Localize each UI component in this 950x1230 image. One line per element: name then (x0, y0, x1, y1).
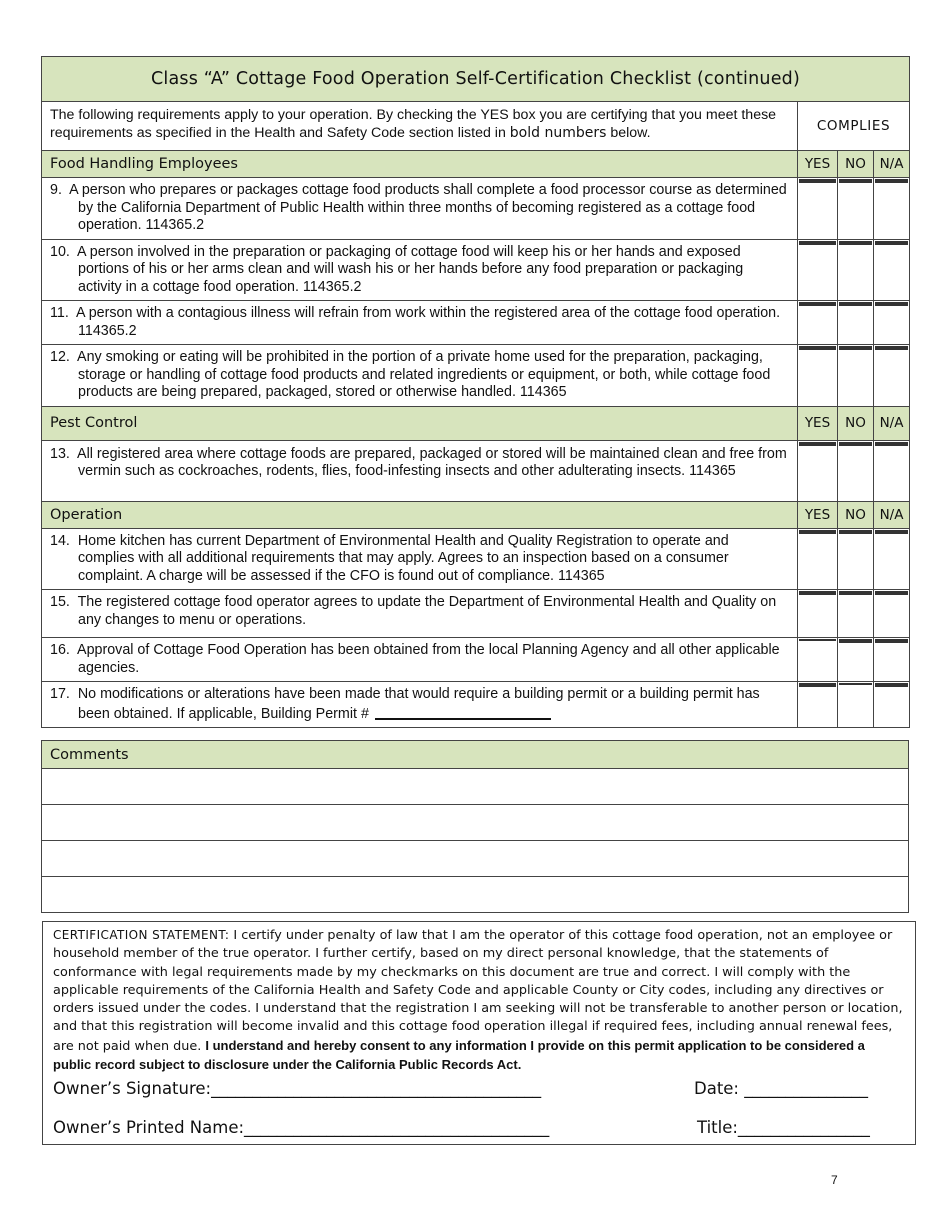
requirement-text: 16. Approval of Cottage Food Operation has been obtained from the local Planning Agency and all other applicable agencies. (50, 642, 780, 676)
certification-statement: CERTIFICATION STATEMENT: I certify under penalty of law that I am the operator of this cottage food operation, not an employee or household member of the true operator. I further certify, based on my direct personal knowledge, that the statements of conformance with legal requirements made by my checkmarks on this document are true and correct. I will comply with the applicable requirements of the California Health and Safety Code and applicable County or City codes, including any directives or orders issued under the codes. I understand that the registration I am seeking will not be transferable to another person or location, and that this registration will become invalid and this cottage food operation illegal if required fees, including annual renewal fees, are not paid when due. I understand and hereby consent to any information I provide on this permit application to be considered a public record subject to disclosure under the California Public Records Act. (53, 928, 903, 1073)
yes-checkbox[interactable] (799, 179, 836, 183)
yes-checkbox[interactable] (799, 683, 836, 687)
yes-checkbox[interactable] (799, 302, 836, 306)
page-title: Class “A” Cottage Food Operation Self-Certification Checklist (continued) (42, 57, 910, 102)
date-field[interactable]: Date: _______________ (694, 1079, 868, 1098)
na-checkbox[interactable] (875, 241, 908, 245)
comment-line[interactable] (42, 877, 909, 913)
requirement-text: 9. A person who prepares or packages cottage food products shall complete a food processor course as determined by the California Department of Public Health within three months of becoming registered as a cottage food operation. 114365.2 (50, 182, 787, 233)
col-no: NO (838, 501, 874, 528)
requirement-row (42, 239, 910, 301)
requirement-row (42, 528, 910, 590)
col-na: N/A (874, 151, 910, 178)
requirement-row (42, 178, 910, 240)
requirement-text: 10. A person involved in the preparation or packaging of cottage food will keep his or her hands and exposed portions of his or her arms clean and will wash his or her hands before any food preparation or packaging activity in a cottage food operation. 114365.2 (50, 243, 744, 295)
comment-line[interactable] (42, 841, 909, 877)
col-na: N/A (874, 406, 910, 440)
requirement-row (42, 682, 910, 728)
comments-table (41, 740, 909, 913)
yes-checkbox[interactable] (799, 241, 836, 245)
section-food-handling: Food Handling Employees (42, 151, 798, 178)
section-operation: Operation (42, 501, 798, 528)
yes-checkbox[interactable] (799, 530, 836, 534)
requirement-text: 15. The registered cottage food operator agrees to update the Department of Environmental Health and Quality on any changes to menu or operations. (50, 594, 777, 628)
requirement-text: 13. All registered area where cottage foods are prepared, packaged or stored will be maintained clean and free from vermin such as cockroaches, rodents, flies, food-infesting insects and other adulterating insects. 114365 (50, 445, 787, 479)
requirement-row (42, 590, 910, 638)
na-checkbox[interactable] (875, 442, 908, 446)
requirement-row (42, 440, 910, 501)
complies-header: COMPLIES (798, 102, 910, 151)
comments-header: Comments (42, 741, 909, 769)
yes-checkbox[interactable] (799, 639, 836, 641)
no-checkbox[interactable] (839, 530, 872, 534)
checklist-table (41, 56, 910, 728)
title-field[interactable]: Title:________________ (697, 1118, 870, 1137)
requirement-row (42, 638, 910, 682)
na-checkbox[interactable] (875, 683, 908, 687)
no-checkbox[interactable] (839, 591, 872, 595)
requirement-text: 14. Home kitchen has current Department of Environmental Health and Quality Registration to operate and complies with all additional requirements that may apply. Agrees to an inspection based on a consumer complaint. A charge will be assessed if the CFO is found out of compliance. 114365 (50, 532, 729, 584)
no-checkbox[interactable] (839, 241, 872, 245)
col-no: NO (838, 406, 874, 440)
requirement-row (42, 301, 910, 345)
owner-signature-field[interactable]: Owner’s Signature:________________________________________ (53, 1079, 542, 1098)
no-checkbox[interactable] (839, 442, 872, 446)
requirement-text: 12. Any smoking or eating will be prohibited in the portion of a private home used for the preparation, packaging, storage or handling of cottage food products and related ingredients or equipment, or both, while cottage food products are being prepared, packaged, stored or otherwise handled. 114365 (50, 349, 771, 400)
section-pest-control: Pest Control (42, 406, 798, 440)
yes-checkbox[interactable] (799, 591, 836, 595)
page-number: 7 (831, 1173, 838, 1187)
na-checkbox[interactable] (875, 591, 908, 595)
no-checkbox[interactable] (839, 639, 872, 643)
na-checkbox[interactable] (875, 639, 908, 643)
col-na: N/A (874, 501, 910, 528)
requirement-text: 11. A person with a contagious illness will refrain from work within the registered area of the cottage food operation. 114365.2 (50, 305, 781, 339)
comment-line[interactable] (42, 805, 909, 841)
na-checkbox[interactable] (875, 179, 908, 183)
na-checkbox[interactable] (875, 346, 908, 350)
no-checkbox[interactable] (839, 683, 872, 685)
na-checkbox[interactable] (875, 530, 908, 534)
comment-line[interactable] (42, 769, 909, 805)
owner-printed-name-field[interactable]: Owner’s Printed Name:_____________________________________ (53, 1118, 550, 1137)
no-checkbox[interactable] (839, 302, 872, 306)
certification-box (42, 921, 916, 1145)
col-yes: YES (798, 406, 838, 440)
no-checkbox[interactable] (839, 179, 872, 183)
checklist (41, 56, 909, 728)
building-permit-field[interactable] (375, 704, 551, 720)
no-checkbox[interactable] (839, 346, 872, 350)
yes-checkbox[interactable] (799, 346, 836, 350)
requirement-text: 17. No modifications or alterations have been made that would require a building permit or a building permit has been obtained. If applicable, Building Permit # (50, 686, 760, 722)
intro-text: The following requirements apply to your operation. By checking the YES box you are certifying that you meet these requirements as specified in the Health and Safety Code section listed in bold numbers below. (42, 102, 798, 151)
col-no: NO (838, 151, 874, 178)
col-yes: YES (798, 151, 838, 178)
col-yes: YES (798, 501, 838, 528)
yes-checkbox[interactable] (799, 442, 836, 446)
requirement-row (42, 345, 910, 407)
na-checkbox[interactable] (875, 302, 908, 306)
